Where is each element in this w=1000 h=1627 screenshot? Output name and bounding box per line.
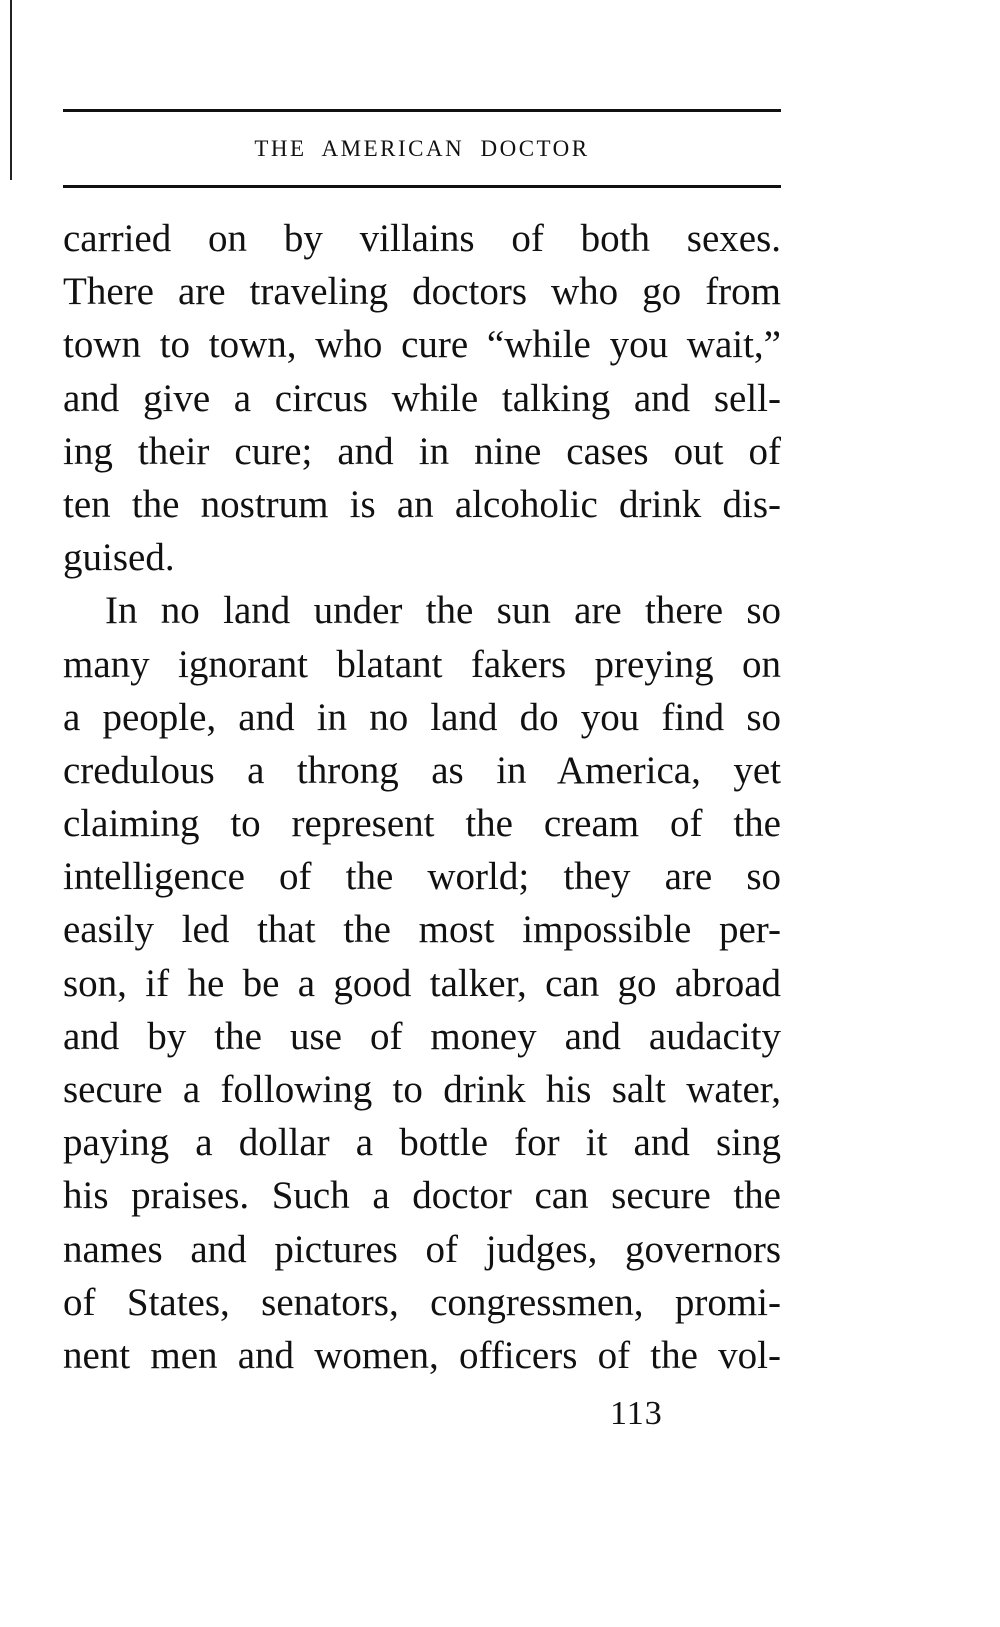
text-line: nent men and women, officers of the vol-	[63, 1333, 781, 1377]
text-line: and give a circus while talking and sell-	[63, 376, 781, 420]
header-rule-bottom	[63, 185, 781, 188]
text-line: ing their cure; and in nine cases out of	[63, 429, 781, 473]
text-line: a people, and in no land do you find so	[63, 695, 781, 739]
text-line: guised.	[63, 536, 175, 580]
page-number: 113	[610, 1395, 663, 1432]
running-head: THE AMERICAN DOCTOR	[254, 136, 590, 161]
text-line: credulous a throng as in America, yet	[63, 748, 781, 792]
text-line: claiming to represent the cream of the	[63, 802, 781, 846]
text-line: his praises. Such a doctor can secure the	[63, 1174, 781, 1218]
body-text	[63, 212, 781, 1382]
text-line: town to town, who cure “while you wait,”	[63, 323, 781, 367]
text-line: In no land under the sun are there so	[105, 589, 781, 633]
page-edge-line	[10, 0, 12, 180]
text-line: of States, senators, congressmen, promi-	[63, 1280, 781, 1324]
text-line: names and pictures of judges, governors	[63, 1227, 781, 1271]
paragraph-2	[63, 584, 781, 1382]
text-line: son, if he be a good talker, can go abroad	[63, 961, 781, 1005]
text-line: and by the use of money and audacity	[63, 1014, 781, 1058]
paragraph-1	[63, 212, 781, 584]
text-line: There are traveling doctors who go from	[63, 270, 781, 314]
text-line: easily led that the most impossible per-	[63, 908, 781, 952]
header-rule-top	[63, 109, 781, 112]
text-line: ten the nostrum is an alcoholic drink dis-	[63, 482, 781, 526]
text-line: intelligence of the world; they are so	[63, 855, 781, 899]
text-line: carried on by villains of both sexes.	[63, 217, 781, 260]
text-line: paying a dollar a bottle for it and sing	[63, 1121, 781, 1165]
text-line: secure a following to drink his salt water,	[63, 1068, 781, 1111]
text-line: many ignorant blatant fakers preying on	[63, 642, 781, 686]
